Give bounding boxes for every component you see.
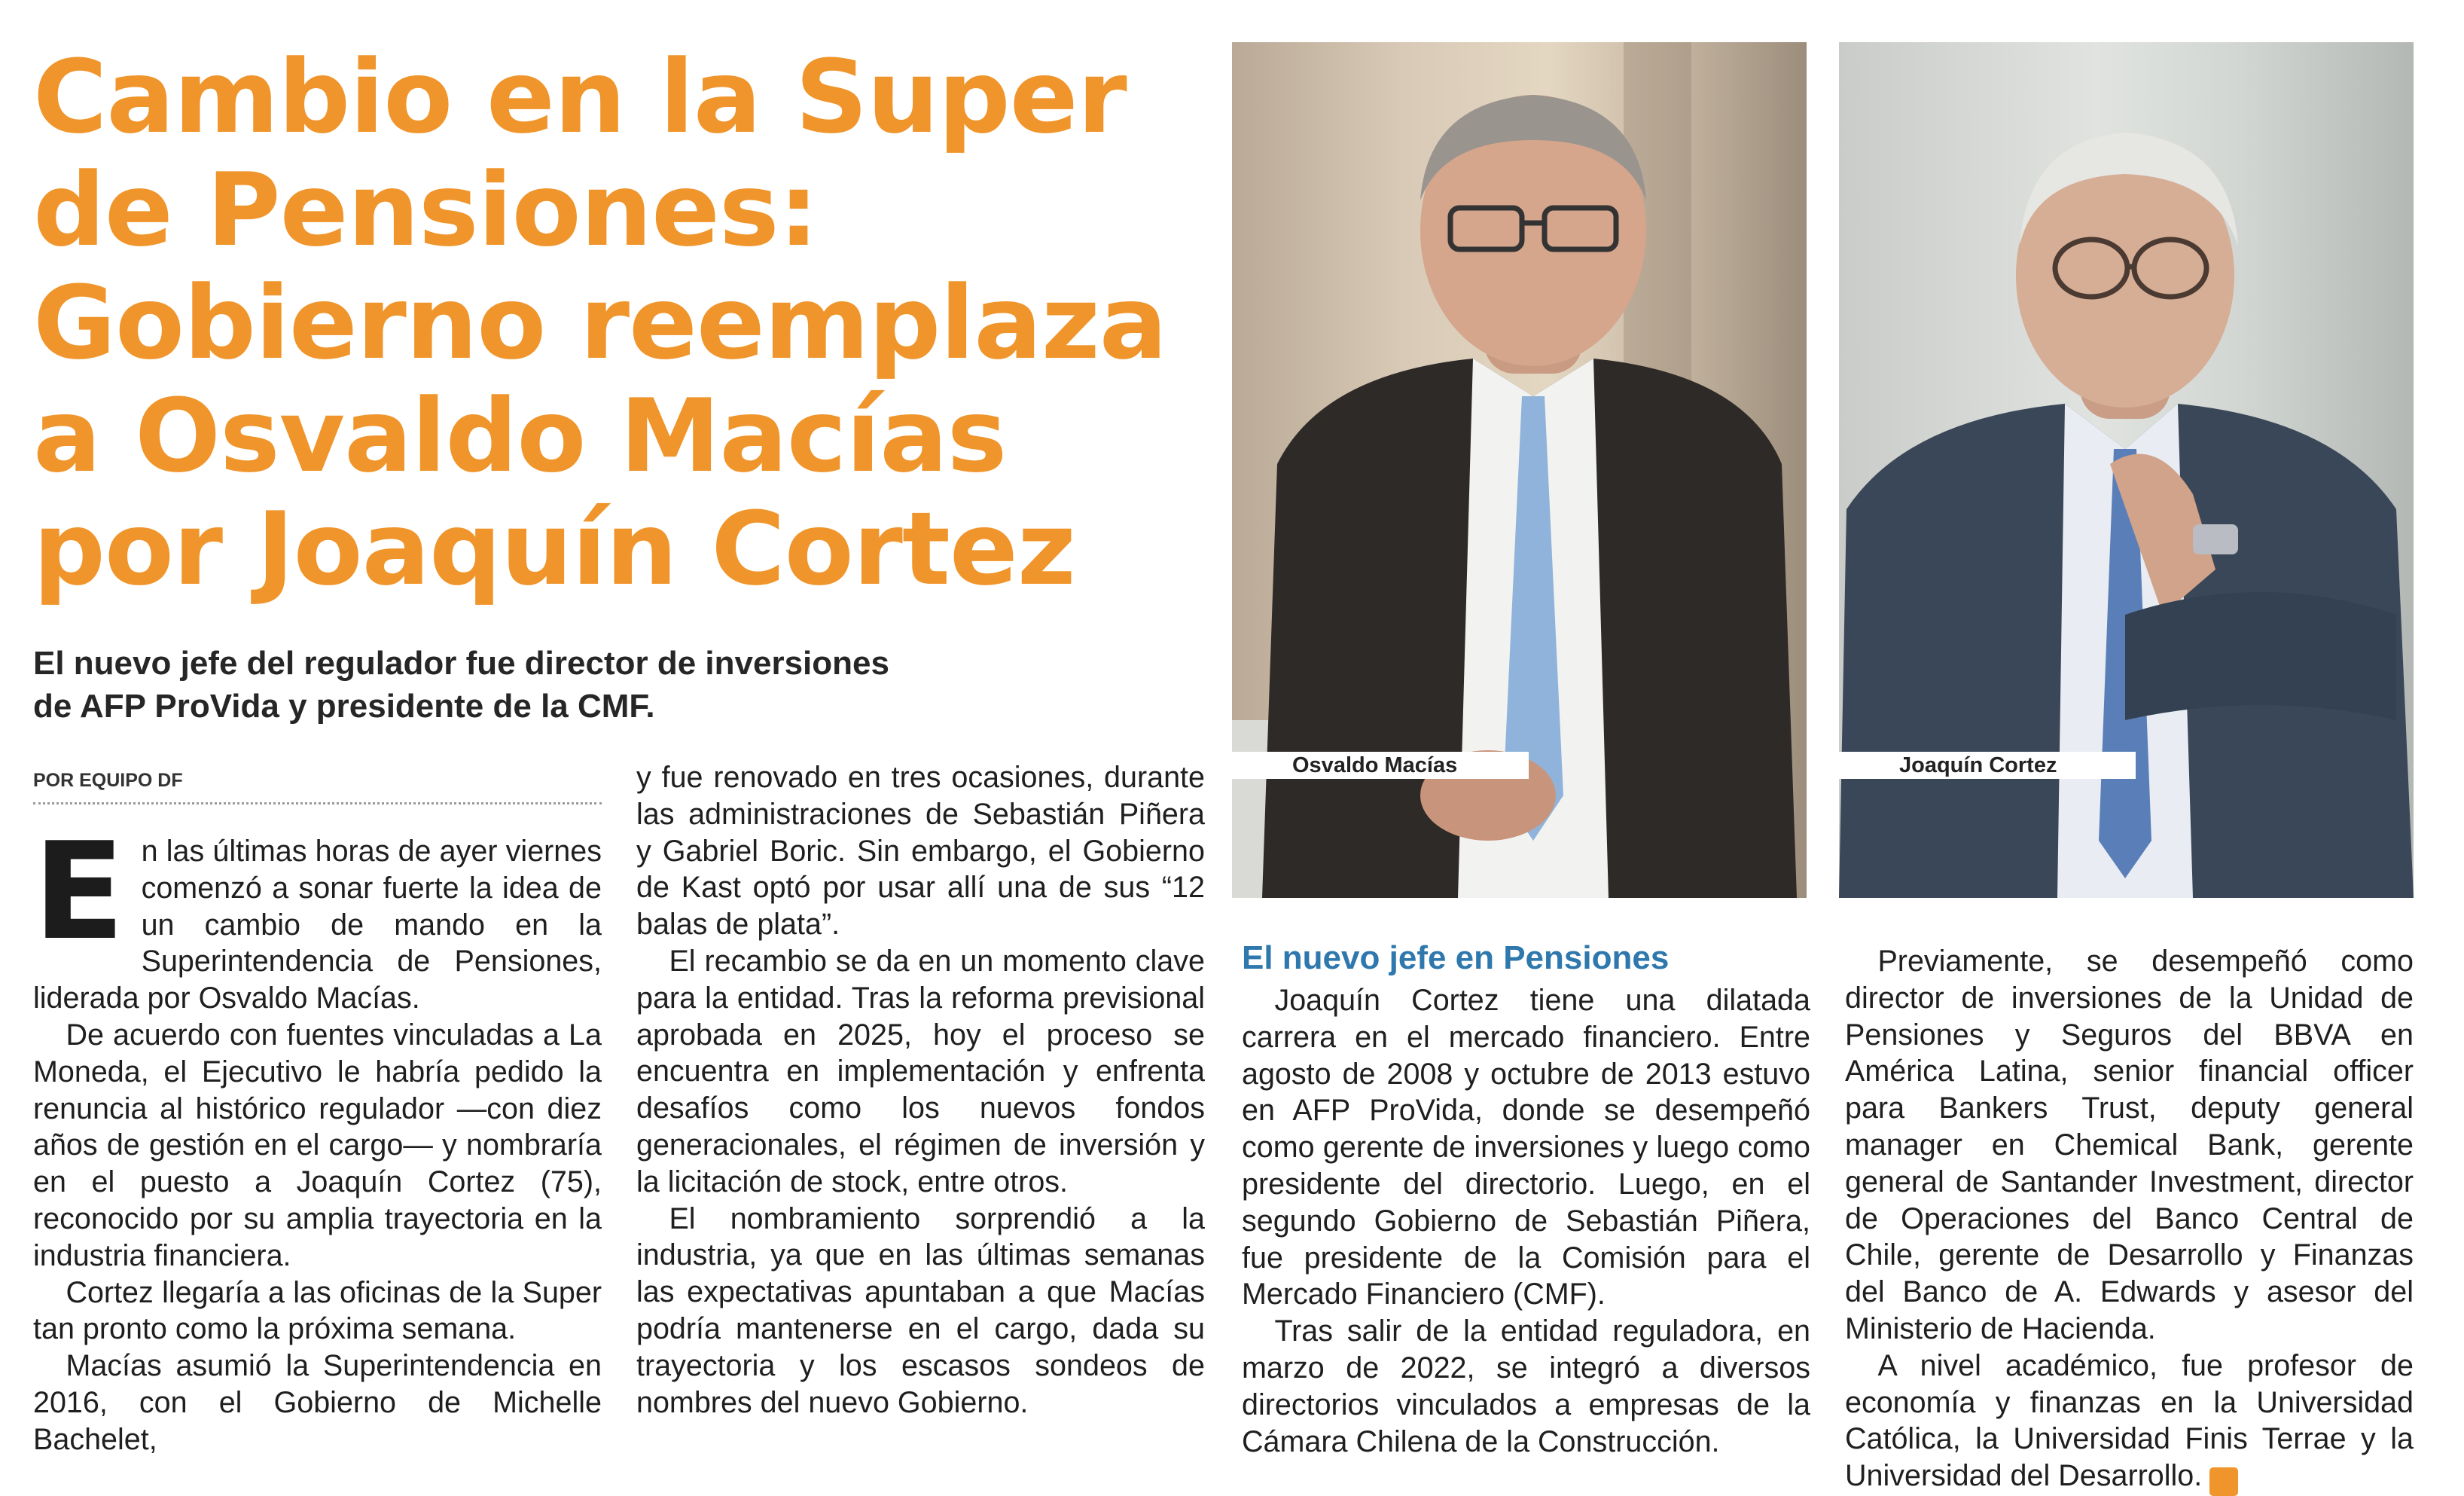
article-column-2 [636, 759, 1205, 1421]
paragraph: Previamente, se desempeñó como director de inversiones de la Unidad de Pensiones y Seguros del BBVA en América Latina, senior financial officer para Bankers Trust, deputy general manager en Chemical Bank, gerente general de Santander Investment, director de Operaciones del Banco Central de Chile, gerente de Desarrollo y Finanzas del Banco de A. Edwards y asesor del Ministerio de Hacienda. [1845, 945, 2414, 1345]
subheadline: El nuevo jefe del regulador fue director de inversiones de AFP ProVida y presidente de la CMF. [33, 645, 889, 725]
photo-caption: Osvaldo Macías [1232, 752, 1529, 779]
paragraph-text: A nivel académico, fue profesor de economía y finanzas en la Universidad Católica, la Universidad Finis Terrae y la Universidad del Desarrollo. [1845, 1348, 2414, 1493]
sidebar-column-2 [1845, 943, 2414, 1496]
paragraph [1845, 1348, 2414, 1496]
byline: POR EQUIPO DF [33, 770, 602, 804]
article-column-1 [33, 814, 602, 1458]
paragraph: Macías asumió la Superintendencia en 2016, con el Gobierno de Michelle Bachelet, [33, 1349, 602, 1456]
sidebar-heading: El nuevo jefe en Pensiones [1242, 939, 1670, 976]
paragraph: De acuerdo con fuentes vinculadas a La Moneda, el Ejecutivo le habría pedido la renuncia al histórico regulador —con diez años de gestión en el cargo— y nombraría en el puesto a Joaquín Cortez (75), reconocido por su amplia trayectoria en la industria financiera. [33, 1018, 602, 1272]
paragraph: Tras salir de la entidad reguladora, en marzo de 2022, se integró a diversos directorios vinculados a empresas de la Cámara Chilena de la Construcción. [1242, 1314, 1810, 1458]
end-mark-icon: S [2209, 1467, 2238, 1496]
paragraph: Joaquín Cortez tiene una dilatada carrera en el mercado financiero. Entre agosto de 2008 y octubre de 2013 estuvo en AFP ProVida, donde se desempeñó como gerente de inversiones y luego como presidente del directorio. Luego, en el segundo Gobierno de Sebastián Piñera, fue presidente de la Comisión para el Mercado Financiero (CMF). [1242, 984, 1810, 1311]
paragraph: El nombramiento sorprendió a la industria, ya que en las últimas semanas las expectativas apuntaban a que Macías podría mantenerse en el cargo, dada su trayectoria y los escasos sondeos de nombres del nuevo Gobierno. [636, 1201, 1205, 1419]
sidebar-column-1 [1242, 937, 1810, 1460]
paragraph: El recambio se da en un momento clave para la entidad. Tras la reforma previsional aprobada en 2025, hoy el proceso se encuentra en implementación y enfrenta desafíos como los nuevos fondos generacionales, el régimen de inversión y la licitación de stock, entre otros. [636, 944, 1205, 1198]
paragraph: y fue renovado en tres ocasiones, durante las administraciones de Sebastián Piñera y Gabriel Boric. Sin embargo, el Gobierno de Kast optó por usar allí una de sus “12 balas de plata”. [636, 761, 1205, 942]
headline: Cambio en la Super de Pensiones: Gobierno reemplaza a Osvaldo Macías por Joaquín Cortez [33, 38, 1167, 608]
paragraph-text: n las últimas horas de ayer viernes comenzó a sonar fuerte la idea de un cambio de mando en la Superintendencia de Pensiones, liderada por Osvaldo Macías. [33, 835, 602, 1015]
paragraph: Cortez llegaría a las oficinas de la Super tan pronto como la próxima semana. [33, 1275, 602, 1346]
paragraph [33, 814, 602, 1017]
drop-cap: E [33, 814, 125, 969]
photo-caption: Joaquín Cortez [1839, 752, 2136, 779]
